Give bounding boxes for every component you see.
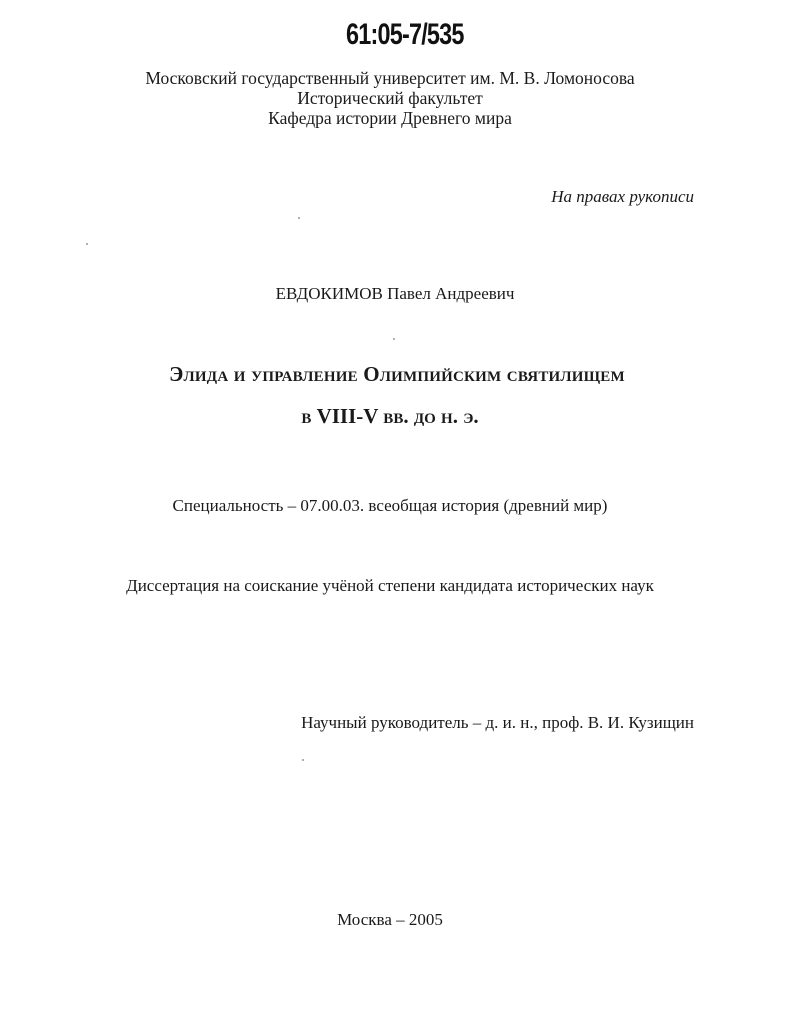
thesis-title-line-1: Элида и управление Олимпийским святилищем: [169, 362, 625, 386]
university-name: Московский государственный университет им. М. В. Ломоносова: [145, 68, 635, 88]
speciality-line: Специальность – 07.00.03. всеобщая история (древний мир): [172, 496, 608, 515]
faculty-name: Исторический факультет: [297, 88, 483, 108]
scan-speck: [302, 759, 304, 761]
scan-speck: [298, 217, 300, 219]
archive-stamp-number: 61:05-7/535: [346, 18, 464, 51]
scan-speck: [393, 338, 395, 340]
manuscript-rights-note: На правах рукописи: [551, 187, 694, 206]
scan-speck: [86, 243, 88, 245]
city-year: Москва – 2005: [337, 910, 443, 929]
author-name: ЕВДОКИМОВ Павел Андреевич: [275, 284, 515, 303]
institution-block: [130, 68, 650, 128]
thesis-title-line-2: в VIII-V вв. до н. э.: [301, 404, 479, 428]
scientific-supervisor: Научный руководитель – д. и. н., проф. В. И. Кузищин: [301, 713, 694, 732]
department-name: Кафедра истории Древнего мира: [268, 108, 512, 128]
dissertation-degree-line: Диссертация на соискание учёной степени кандидата исторических наук: [126, 576, 654, 595]
